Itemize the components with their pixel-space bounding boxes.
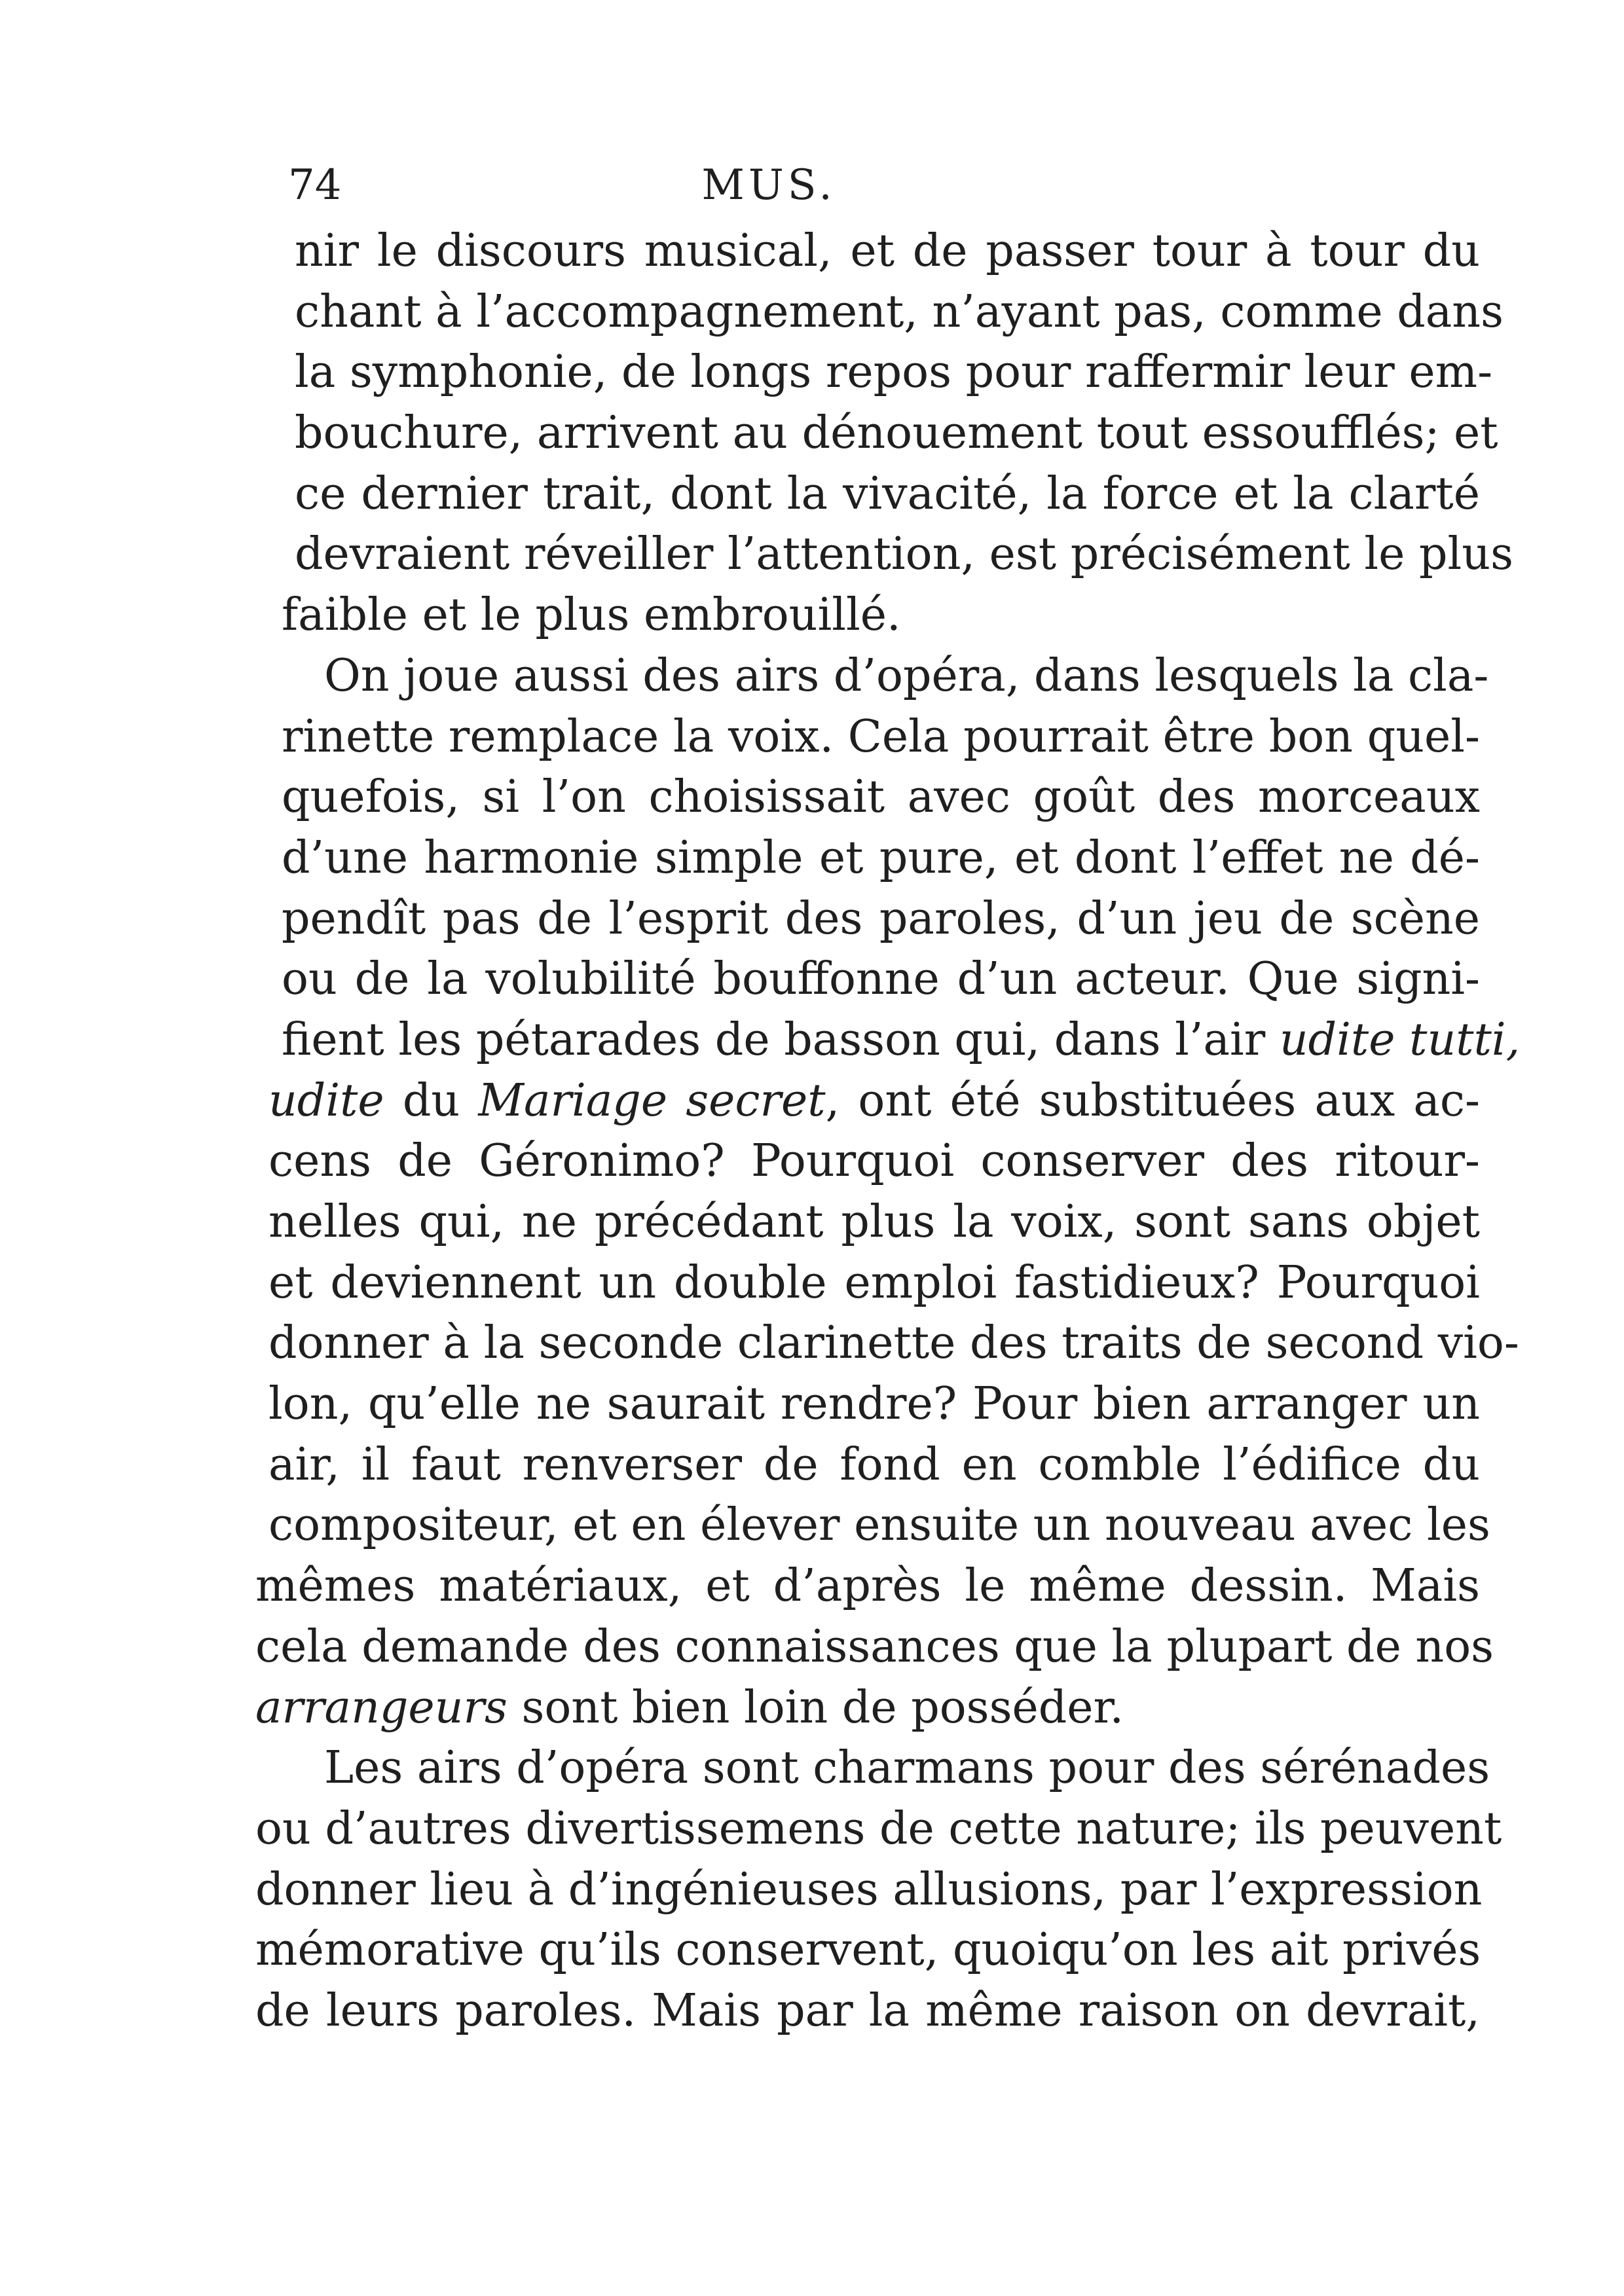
text-run: la symphonie, de longs repos pour raffermir leur em- [295, 346, 1493, 399]
text-line [249, 1071, 1480, 1132]
text-run: lon, qu’elle ne saurait rendre? Pour bien arranger un [268, 1378, 1480, 1430]
running-head: MUS. [701, 161, 836, 210]
text-run: compositeur, et en élever ensuite un nouveau avec les [268, 1499, 1490, 1552]
text-line [249, 1678, 1480, 1739]
text-line [249, 646, 1489, 707]
text-line [249, 1192, 1480, 1253]
text-run: ce dernier trait, dont la vivacité, la force et la clarté [295, 467, 1480, 520]
text-run: faible et le plus embrouillé. [282, 589, 901, 642]
paragraph [249, 1738, 1502, 2041]
text-line [249, 524, 1513, 585]
text-line [249, 1495, 1490, 1556]
text-run: donner à la seconde clarinette des traits de second vio- [268, 1317, 1519, 1370]
text-run: ou de la volubilité bouffonne d’un acteur. Que signi- [282, 953, 1480, 1006]
page-header [288, 156, 1467, 215]
text-line [249, 828, 1480, 889]
italic-text: Mariage secret [478, 1074, 826, 1127]
text-run: de leurs paroles. Mais par la même raison on devrait, [255, 1984, 1480, 2037]
text-run: mémorative qu’ils conservent, quoiqu’on les ait privés [255, 1924, 1481, 1977]
text-line [249, 221, 1480, 282]
text-line [249, 403, 1498, 464]
text-line [249, 767, 1480, 828]
text-run: du [384, 1074, 479, 1127]
italic-text: udite tutti, [1279, 1013, 1521, 1066]
text-run: ou d’autres divertissemens de cette nature; ils peuvent [255, 1802, 1502, 1855]
italic-text: udite [268, 1074, 384, 1127]
text-run: nelles qui, ne précédant plus la voix, sont sans objet [268, 1196, 1480, 1248]
text-run: , ont été substituées aux ac- [825, 1074, 1480, 1127]
text-run: air, il faut renverser de fond en comble l’édifice du [268, 1438, 1480, 1491]
text-run: fient les pétarades de basson qui, dans l’air [282, 1013, 1280, 1066]
text-run: On joue aussi des airs d’opéra, dans lesquels la cla- [324, 649, 1489, 702]
text-run: rinette remplace la voix. Cela pourrait être bon quel- [282, 710, 1480, 763]
text-run: pendît pas de l’esprit des paroles, d’un jeu de scène [282, 892, 1480, 945]
text-run: mêmes matériaux, et d’après le même dessin. Mais [255, 1560, 1480, 1613]
text-line [249, 1981, 1480, 2042]
text-line [249, 1253, 1480, 1314]
text-run: sont bien loin de posséder. [507, 1681, 1124, 1734]
text-line [249, 282, 1504, 343]
text-run: d’une harmonie simple et pure, et dont l’effet ne dé- [282, 831, 1480, 884]
text-run: chant à l’accompagnement, n’ayant pas, comme dans [295, 285, 1504, 338]
text-line [249, 1556, 1480, 1617]
text-line [249, 1860, 1483, 1921]
text-run: cela demande des connaissances que la plupart de nos [255, 1620, 1494, 1673]
text-run: Les airs d’opéra sont charmans pour des sérénades [324, 1742, 1490, 1795]
text-line [249, 1617, 1494, 1678]
text-line [249, 707, 1480, 768]
text-line [249, 1799, 1502, 1860]
text-run: donner lieu à d’ingénieuses allusions, par l’expression [255, 1863, 1483, 1916]
text-run: cens de Géronimo? Pourquoi conserver des ritour- [268, 1135, 1480, 1188]
text-line [249, 342, 1493, 403]
text-run: nir le discours musical, et de passer tour à tour du [295, 225, 1480, 277]
text-run: et deviennent un double emploi fastidieux? Pourquoi [268, 1256, 1480, 1309]
text-line [249, 1313, 1519, 1374]
text-run: bouchure, arrivent au dénouement tout essoufflés; et [295, 407, 1498, 460]
body-text [249, 221, 1521, 2042]
text-run: devraient réveiller l’attention, est précisément le plus [295, 528, 1513, 581]
text-line [249, 464, 1480, 525]
page-number: 74 [288, 161, 342, 210]
text-line [249, 1131, 1480, 1192]
text-line [249, 1738, 1490, 1799]
paragraph [249, 221, 1513, 646]
text-line [249, 585, 1480, 646]
text-line [249, 1920, 1480, 1981]
text-line [249, 1435, 1480, 1496]
italic-text: arrangeurs [255, 1681, 507, 1734]
text-run: quefois, si l’on choisissait avec goût des morceaux [282, 771, 1480, 824]
text-line [249, 1010, 1521, 1071]
text-line [249, 1374, 1480, 1435]
text-line [249, 949, 1480, 1010]
text-line [249, 889, 1480, 950]
paragraph [249, 646, 1521, 1738]
